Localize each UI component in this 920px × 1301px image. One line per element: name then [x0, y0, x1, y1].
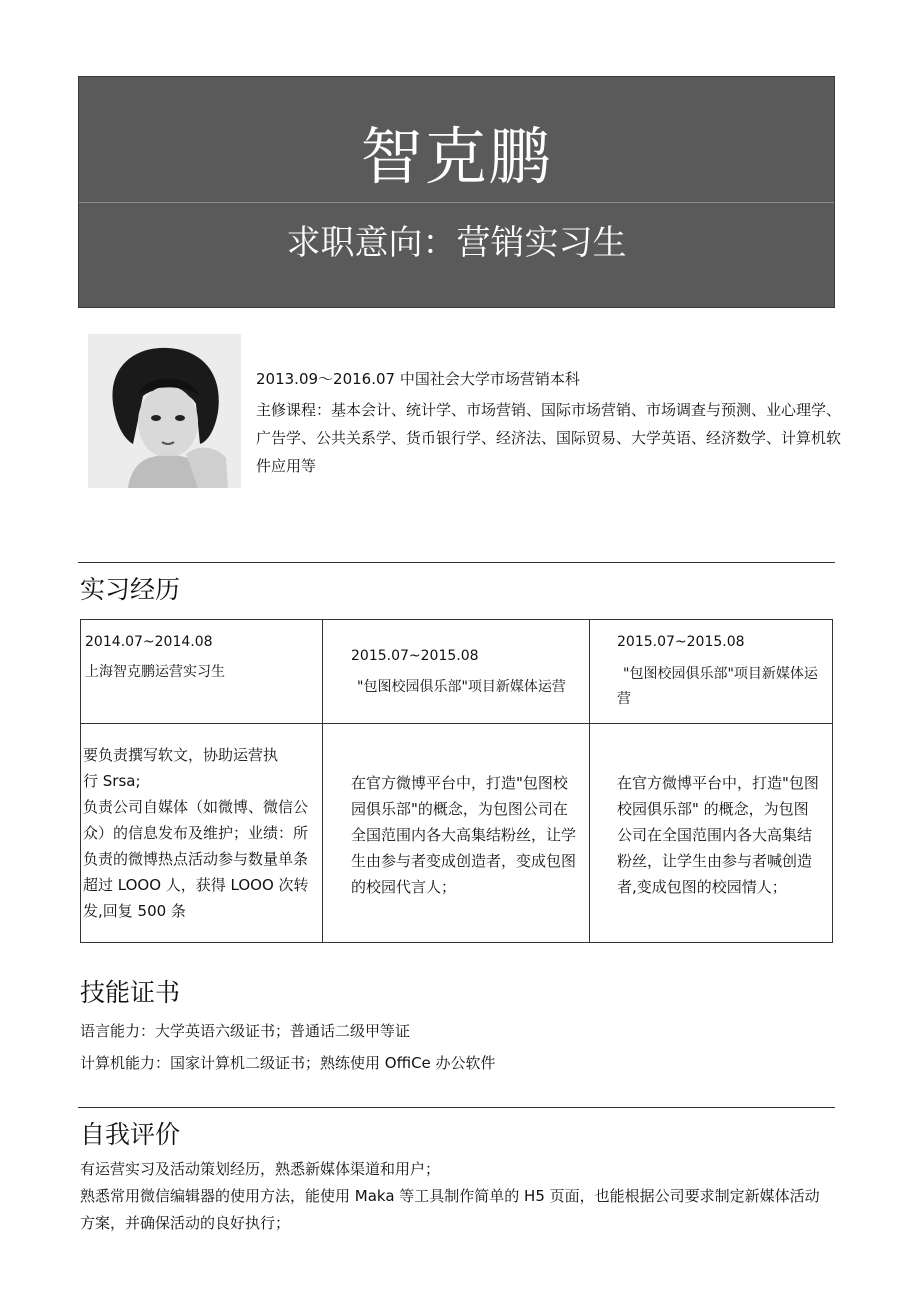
header-banner: [78, 76, 835, 308]
table-row-divider: [81, 723, 832, 724]
skills-language: 语言能力：大学英语六级证书；普通话二级甲等证: [80, 1022, 411, 1040]
internship-2-desc-line: 园俱乐部"的概念，为包图公司在: [351, 800, 568, 818]
self-evaluation-line: 熟悉常用微信编辑器的使用方法，能使用 Maka 等工具制作简单的 H5 页面，也能根据公司要求制定新媒体活动: [80, 1187, 820, 1205]
internship-2-desc-line: 全国范围内各大高集结粉丝，让学: [351, 826, 577, 844]
internship-1-desc-line: 众）的信息发布及维护；业绩：所: [83, 824, 309, 842]
internship-3-role-line: 营: [617, 691, 631, 707]
self-evaluation-heading: 自我评价: [80, 1120, 181, 1149]
internship-1-desc-line: 超过 LOOO 人，获得 LOOO 次转: [83, 876, 309, 894]
internship-1-desc-line: 要负责撰写软文，协助运营执: [83, 746, 279, 764]
section-divider: [78, 1107, 835, 1108]
section-divider: [78, 562, 835, 563]
internship-table: [80, 619, 833, 943]
skills-heading: 技能证书: [80, 978, 181, 1007]
self-evaluation-line: 有运营实习及活动策划经历，熟悉新媒体渠道和用户；: [80, 1160, 441, 1178]
job-objective: 求职意向：营销实习生: [286, 223, 627, 263]
education-period: 2013.09～2016.07 中国社会大学市场营销本科: [256, 370, 580, 388]
internship-1-desc-line: 负责的微博热点活动参与数量单条: [83, 850, 309, 868]
internship-3-role-line: "包图校园俱乐部"项目新媒体运: [623, 666, 818, 682]
candidate-name: 智克鹏: [360, 120, 553, 193]
table-column-divider: [322, 620, 323, 942]
internship-2-desc-line: 的校园代言人；: [351, 878, 457, 896]
education-courses: 主修课程：基本会计、统计学、市场营销、国际市场营销、市场调查与预测、业心理学、广告学、公共关系学、货币银行学、经济法、国际贸易、大学英语、经济数学、计算机软件应用等: [256, 401, 842, 475]
skills-computer: 计算机能力：国家计算机二级证书；熟练使用 OffiCe 办公软件: [80, 1054, 496, 1072]
internship-1-date: 2014.07~2014.08: [85, 634, 213, 650]
internship-1-desc-line: 发,回复 500 条: [83, 902, 186, 920]
internship-2-role: "包图校园俱乐部"项目新媒体运营: [357, 679, 566, 695]
internship-heading: 实习经历: [80, 575, 181, 604]
internship-3-desc-line: 粉丝，让学生由参与者喊创造: [617, 852, 813, 870]
table-column-divider: [589, 620, 590, 942]
internship-2-desc-line: 生由参与者变成创造者，变成包图: [351, 852, 577, 870]
internship-3-desc-line: 校园俱乐部" 的概念，为包图: [617, 800, 809, 818]
self-evaluation-line: 方案，并确保活动的良好执行；: [80, 1214, 291, 1232]
internship-1-desc-line: 行 Srsa;: [83, 772, 141, 790]
portrait-image: [88, 334, 241, 488]
internship-3-desc-line: 公司在全国范围内各大高集结: [617, 826, 813, 844]
internship-3-desc-line: 者,变成包图的校园情人；: [617, 878, 787, 896]
internship-1-desc-line: 负责公司自媒体（如微博、微信公: [83, 798, 309, 816]
internship-3-date: 2015.07~2015.08: [617, 634, 745, 650]
header-divider: [79, 202, 834, 203]
internship-3-desc-line: 在官方微博平台中，打造"包图: [617, 774, 819, 792]
internship-2-date: 2015.07~2015.08: [351, 648, 479, 664]
profile-photo: [88, 334, 241, 488]
internship-1-role: 上海智克鹏运营实习生: [85, 664, 225, 680]
internship-2-desc-line: 在官方微博平台中，打造"包图校: [351, 774, 568, 792]
